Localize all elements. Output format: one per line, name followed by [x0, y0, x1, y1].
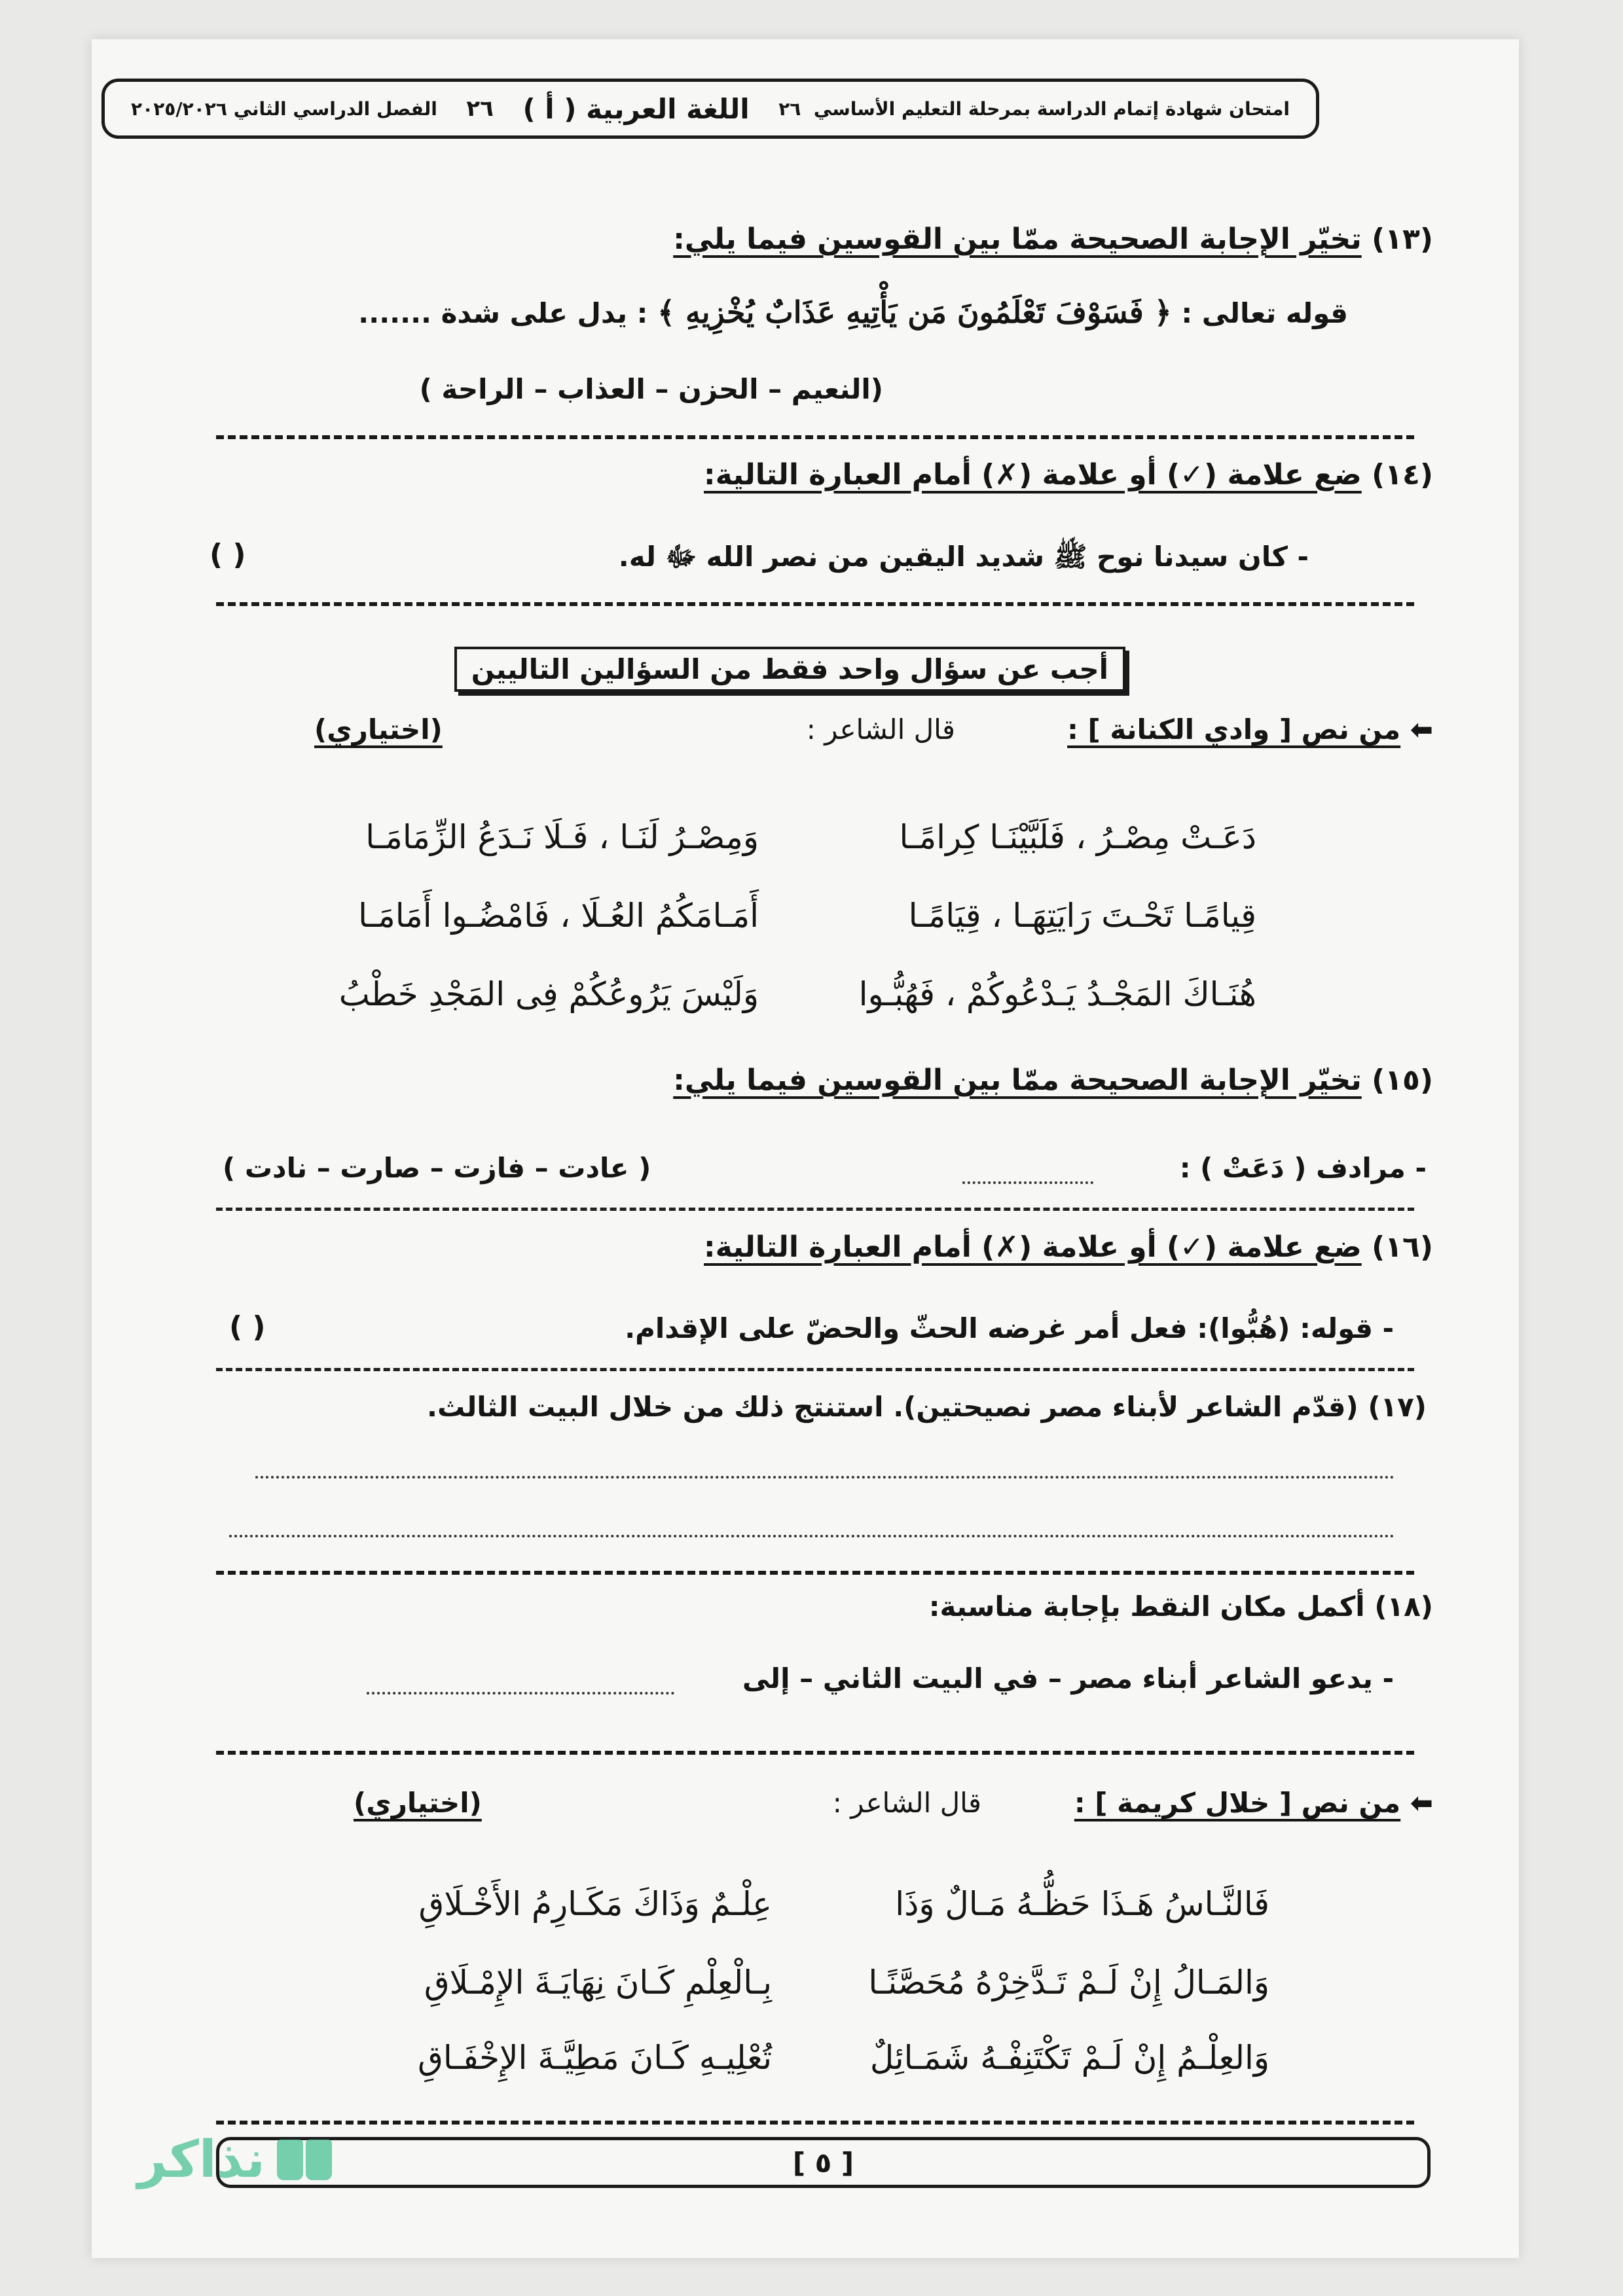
- exam-code: ٢٦: [466, 96, 494, 122]
- text1-optional: (اختياري): [314, 713, 443, 745]
- text1-verse3-right: هُنَـاكَ المَجْـدُ يَـدْعُوكُمْ ، فَهُبُّـوا: [858, 975, 1256, 1013]
- text2-verse2-left: بِـالْعِلْمِ كَـانَ نِهَايَـةَ الإِمْـلَاقِ: [424, 1964, 772, 2001]
- arrow-left-icon: ⬅: [1410, 1787, 1433, 1819]
- subject-title: اللغة العربية ( أ ): [522, 92, 750, 125]
- question-18-statement: - يدعو الشاعر أبناء مصر – في البيت الثاني – إلى: [742, 1662, 1394, 1695]
- question-18-heading: (١٨) أكمل مكان النقط بإجابة مناسبة:: [928, 1590, 1433, 1623]
- separator: [216, 1368, 1414, 1371]
- term-label: الفصل الدراسي الثاني ٢٠٢٥/٢٠٢٦: [131, 98, 437, 120]
- text2-verse3-right: وَالعِلْـمُ إِنْ لَـمْ تَكْتَنِفْـهُ شَمَـائِلٌ: [869, 2039, 1269, 2077]
- question-14-heading: (١٤) ضع علامة (✓) أو علامة (✗) أمام العبارة التالية:: [704, 458, 1433, 492]
- answer-line-17b[interactable]: [229, 1535, 1395, 1537]
- separator: [216, 1208, 1414, 1211]
- answer-blank-15[interactable]: [962, 1181, 1093, 1184]
- text2-verse2-right: وَالمَـالُ إِنْ لَـمْ تَـدَّخِرْهُ مُحَصَّنًـا: [868, 1964, 1269, 2001]
- separator: [216, 1751, 1414, 1755]
- question-17: (١٧) (قدّم الشاعر لأبناء مصر نصيحتين). استنتج ذلك من خلال البيت الثالث.: [427, 1391, 1427, 1423]
- text2-optional: (اختياري): [354, 1787, 482, 1819]
- question-15-statement: - مرادف ( دَعَتْ ) :: [1179, 1152, 1427, 1184]
- separator: [216, 435, 1414, 439]
- answer-box-16[interactable]: ( ): [229, 1310, 266, 1344]
- question-16-statement: - قوله: (هُبُّوا): فعل أمر غرضه الحثّ والحضّ على الإقدام.: [625, 1312, 1394, 1344]
- question-14-statement: - كان سيدنا نوح ﷺ شديد اليقين من نصر الله ﷻ له.: [618, 541, 1309, 573]
- question-13-choices: (النعيم – الحزن – العذاب – الراحة ): [419, 373, 883, 405]
- question-13-heading: (١٣) تخيّر الإجابة الصحيحة ممّا بين القوسين فيما يلي:: [673, 223, 1433, 256]
- text1-verse1-right: دَعَـتْ مِصْـرُ ، فَلَبَّيْنَـا كِرامًـا: [899, 818, 1256, 856]
- answer-line-17a[interactable]: [255, 1476, 1395, 1479]
- separator: [216, 2121, 1414, 2125]
- text1-source: ⬅ من نص [ وادي الكنانة ] :: [1067, 713, 1433, 745]
- page-number: [ ٥ ]: [792, 2146, 854, 2179]
- text2-verse1-left: عِلْـمٌ وَذَاكَ مَكَـارِمُ الأَخْـلَاقِ: [418, 1885, 772, 1923]
- text2-verse1-right: فَالنَّـاسُ هَـذَا حَظُّـهُ مَـالٌ وَذَا: [895, 1885, 1269, 1923]
- text2-verse3-left: تُعْلِيـهِ كَـانَ مَطِيَّـةَ الإِخْفَـاقِ: [418, 2039, 772, 2077]
- separator: [216, 602, 1414, 606]
- text2-source: ⬅ من نص [ خلال كريمة ] :: [1074, 1787, 1433, 1819]
- text1-verse2-left: أَمَـامَكُمُ العُـلَا ، فَامْضُـوا أَمَامَـا: [358, 897, 759, 935]
- exam-page: [92, 39, 1519, 2258]
- text2-said: قال الشاعر :: [832, 1787, 981, 1819]
- question-16-heading: (١٦) ضع علامة (✓) أو علامة (✗) أمام العبارة التالية:: [704, 1230, 1433, 1264]
- question-15-heading: (١٥) تخيّر الإجابة الصحيحة ممّا بين القوسين فيما يلي:: [673, 1064, 1433, 1097]
- text1-verse2-right: قِيامًـا تَحْـتَ رَايَتِهَـا ، قِيَامًـا: [908, 897, 1256, 935]
- book-icon: [277, 2140, 332, 2180]
- page-number-box: [216, 2137, 1431, 2188]
- choose-one-instruction: أجب عن سؤال واحد فقط من السؤالين التاليين: [454, 647, 1125, 692]
- text1-verse1-left: وَمِصْـرُ لَنَـا ، فَـلَا نَـدَعُ الزِّمَامَـا: [365, 818, 759, 856]
- nozakir-logo: نذاكر: [137, 2130, 332, 2189]
- separator: [216, 1571, 1414, 1575]
- question-13-statement: قوله تعالى : ﴿ فَسَوْفَ تَعْلَمُونَ مَن يَأْتِيهِ عَذَابٌ يُخْزِيهِ ﴾ : يدل على شدة .......: [358, 295, 1348, 330]
- exam-header: [101, 79, 1319, 139]
- text1-said: قال الشاعر :: [806, 713, 955, 745]
- answer-blank-18[interactable]: [367, 1692, 674, 1695]
- text1-verse3-left: وَلَيْسَ يَرُوعُكُمْ فِى المَجْدِ خَطْبُ: [338, 975, 759, 1013]
- answer-box-14[interactable]: ( ): [210, 538, 246, 571]
- exam-title: امتحان شهادة إتمام الدراسة بمرحلة التعليم الأساسي ٢٦: [778, 98, 1290, 120]
- arrow-left-icon: ⬅: [1410, 713, 1433, 745]
- question-15-choices: ( عادت – فازت – صارت – نادت ): [223, 1152, 651, 1184]
